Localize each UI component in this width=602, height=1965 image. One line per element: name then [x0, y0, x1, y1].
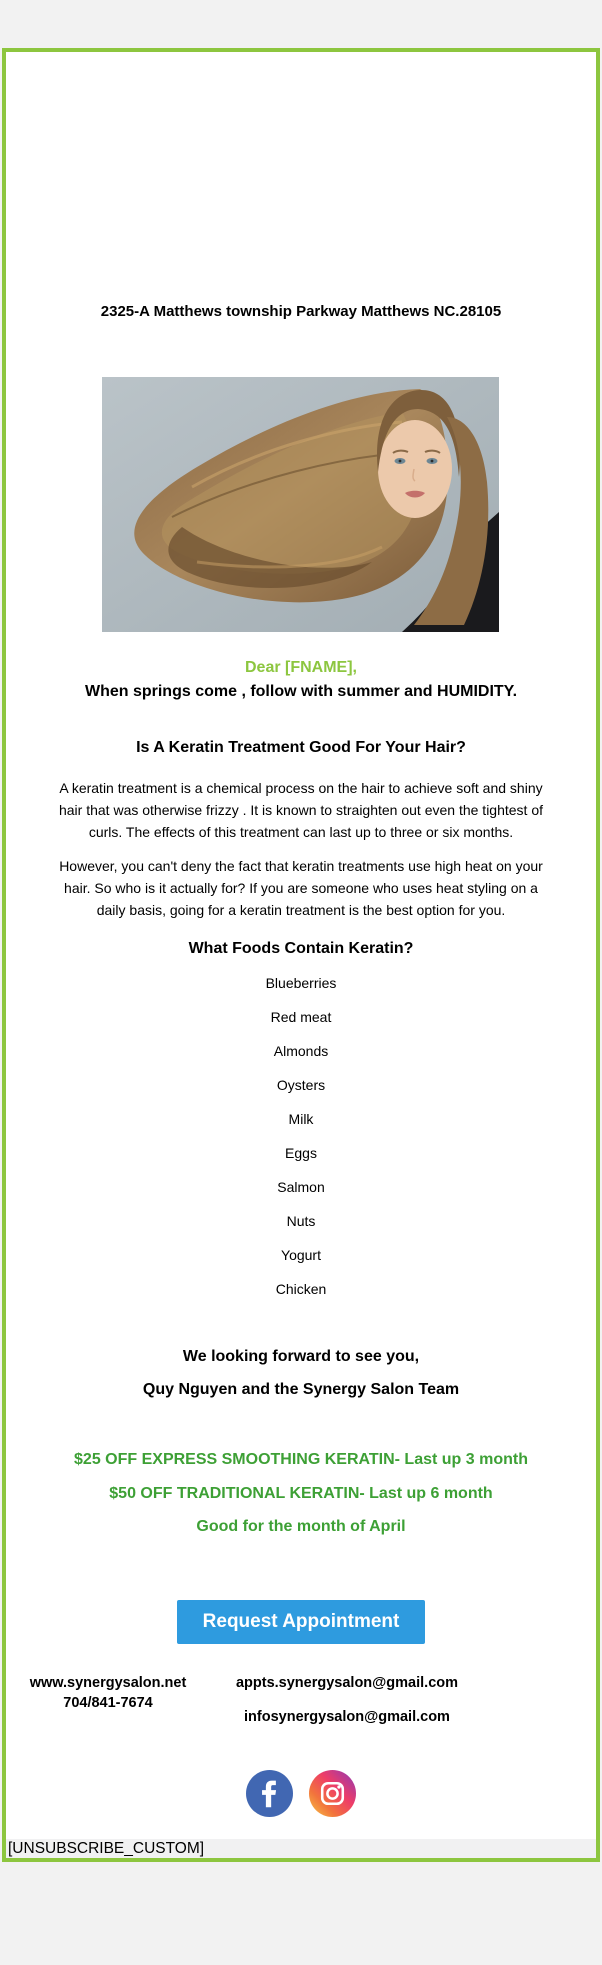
request-appointment-button[interactable]: Request Appointment — [177, 1600, 425, 1644]
contact-right-column — [210, 1673, 484, 1727]
foods-list — [6, 966, 596, 1306]
food-item: Blueberries — [265, 975, 337, 991]
website-link[interactable]: www.synergysalon.net — [29, 1675, 187, 1691]
instagram-link[interactable] — [309, 1770, 356, 1817]
offer-traditional-keratin: $50 OFF TRADITIONAL KERATIN- Last up 6 month — [109, 1485, 493, 1502]
salon-address: 2325-A Matthews township Parkway Matthews NC.28105 — [100, 303, 502, 320]
contact-left-column — [6, 1673, 210, 1713]
hero-image — [102, 377, 499, 632]
email-body — [2, 48, 600, 1862]
greeting-intro: When springs come , follow with summer and HUMIDITY. — [84, 683, 518, 700]
food-item: Milk — [288, 1111, 314, 1127]
offer-validity: Good for the month of April — [196, 1518, 406, 1535]
unsubscribe-link[interactable]: [UNSUBSCRIBE_CUSTOM] — [8, 1840, 205, 1857]
food-item: Oysters — [276, 1077, 326, 1093]
article-paragraph-2: However, you can't deny the fact that keratin treatments use high heat on your hair. So who is it actually for? If you are someone who uses heat styling on a daily basis, going for a keratin treatment is the best option for you. — [59, 858, 543, 918]
greeting-dear: Dear [FNAME], — [244, 659, 357, 676]
appointments-email[interactable]: appts.synergysalon@gmail.com — [235, 1675, 459, 1691]
unsubscribe-bar — [6, 1839, 596, 1858]
facebook-link[interactable] — [246, 1770, 293, 1817]
phone-number: 704/841-7674 — [63, 1695, 153, 1711]
info-email[interactable]: infosynergysalon@gmail.com — [244, 1709, 450, 1725]
food-item: Red meat — [270, 1009, 332, 1025]
food-item: Nuts — [286, 1213, 316, 1229]
signoff-line: We looking forward to see you, — [182, 1348, 420, 1365]
article-heading-foods: What Foods Contain Keratin? — [188, 940, 414, 957]
food-item: Salmon — [277, 1179, 325, 1195]
signoff-team: Quy Nguyen and the Synergy Salon Team — [142, 1381, 460, 1398]
food-item: Eggs — [285, 1145, 317, 1161]
food-item: Chicken — [275, 1281, 327, 1297]
facebook-icon — [246, 1770, 293, 1817]
social-links — [6, 1770, 596, 1817]
article-paragraph-1: A keratin treatment is a chemical process on the hair to achieve soft and shiny hair that was otherwise frizzy . It is known to straighten out even the tightest of curls. The effects of this treatment can last up to three or six months. — [58, 780, 544, 840]
food-item: Yogurt — [281, 1247, 321, 1263]
instagram-icon — [309, 1770, 356, 1817]
page — [0, 48, 602, 1965]
offer-express-keratin: $25 OFF EXPRESS SMOOTHING KERATIN- Last up 3 month — [74, 1451, 528, 1468]
article-heading-keratin: Is A Keratin Treatment Good For Your Hair? — [136, 739, 466, 756]
food-item: Almonds — [273, 1043, 329, 1059]
